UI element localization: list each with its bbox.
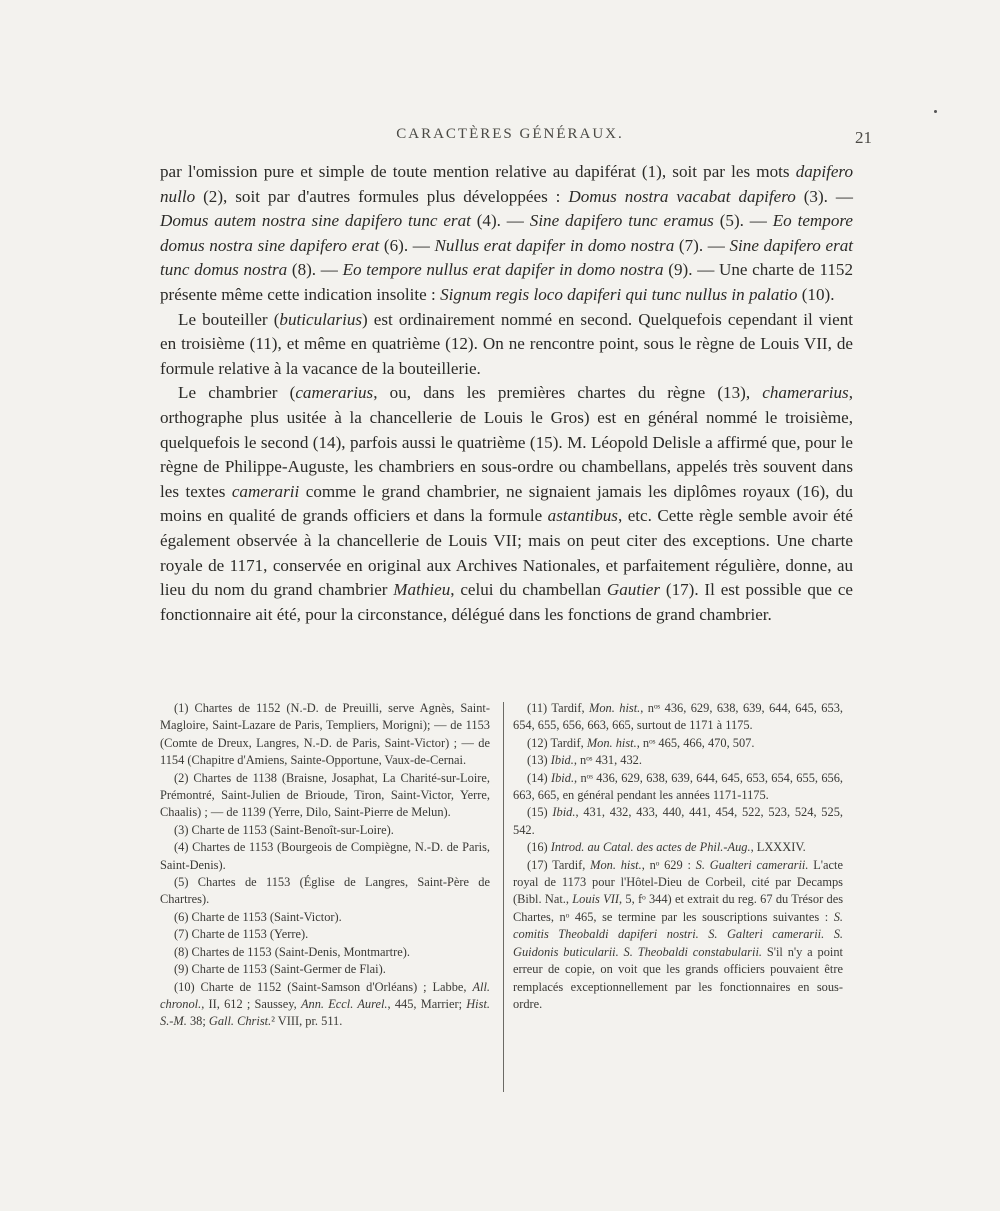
text-run: , celui du chambellan (450, 580, 607, 600)
footnote (513, 839, 843, 856)
text-run: (8) Chartes de 1153 (Saint-Denis, Montmartre). (174, 944, 410, 959)
text-run: (7). — (674, 235, 730, 255)
footnote (513, 735, 843, 752)
footnote (160, 926, 490, 943)
text-run: (17) Tardif, (527, 857, 591, 872)
footnote (513, 804, 843, 839)
text-run: , LXXXIV. (750, 840, 806, 855)
text-run: (6) Charte de 1153 (Saint-Victor). (174, 909, 342, 924)
italic-run: Signum regis loco dapiferi qui tunc nullus in palatio (440, 284, 798, 304)
text-run: (9). — Une charte de 1152 présente même cette indication insolite : (160, 260, 854, 304)
text-run: , nᵒˢ 436, 629, 638, 639, 644, 645, 653, 654, 655, 656, 663, 665, surtout de 1171 à 1175. (513, 701, 843, 733)
text-run: (7) Charte de 1153 (Yerre). (174, 927, 309, 942)
column-divider (503, 702, 504, 1092)
text-run: (4). — (470, 211, 530, 231)
italic-run: Domus nostra vacabat dapifero (568, 186, 796, 206)
text-run: , ou, dans les premières chartes du règne (13), (373, 383, 763, 403)
italic-run: Sine dapifero tunc eramus (529, 211, 714, 231)
text-run: (2), soit par d'autres formules plus développées : (195, 186, 569, 206)
text-run: (9) Charte de 1153 (Saint-Germer de Flai). (174, 962, 386, 977)
italic-run: Hist. S.-M. (160, 996, 490, 1029)
text-run: L'acte royal de 1173 pour l'Hôtel-Dieu de Corbeil, cité par Decamps (Bibl. Nat., (513, 857, 843, 907)
italic-run: camerarius (295, 383, 374, 403)
text-run: (5). — (713, 211, 773, 231)
italic-run: buticularius (279, 309, 363, 329)
italic-run: S. Gualteri camerarii. (695, 857, 809, 872)
text-run: ) est ordinairement nommé en second. Quelquefois cependant il vient en troisième (11), et même en quatrième (12). On ne rencontre point, sous le règne de Louis VII, de formule relative à la vacance de la bouteillerie. (160, 309, 853, 378)
italic-run: Mon. hist. (590, 857, 642, 872)
italic-run: Ibid. (550, 770, 575, 785)
text-run: , nᵒ 629 : (641, 857, 696, 872)
italic-run: Nullus erat dapifer in domo nostra (434, 235, 675, 255)
footnote (513, 770, 843, 805)
italic-run: Introd. au Catal. des actes de Phil.-Aug. (550, 840, 751, 855)
text-run: (10). (797, 284, 835, 304)
text-run: , nᵒˢ 465, 466, 470, 507. (636, 735, 755, 750)
footnote (160, 909, 490, 926)
italic-run: All. chronol. (160, 979, 490, 1011)
text-run: (10) Charte de 1152 (Saint-Samson d'Orléans) ; Labbe, (174, 979, 473, 994)
text-run: (14) (527, 770, 551, 785)
italic-run: camerarii (231, 481, 300, 501)
page-header (160, 122, 872, 150)
paragraph-2 (160, 308, 853, 382)
text-run: , nᵒˢ 436, 629, 638, 639, 644, 645, 653, 654, 655, 656, 663, 665, en général pendant les années 1171-1175. (513, 770, 844, 803)
footnote (160, 700, 490, 770)
paragraph-1 (160, 160, 853, 308)
text-run: ² VIII, pr. 511. (271, 1014, 343, 1029)
text-run: comme le grand chambrier, ne signaient jamais les diplômes royaux (16), du moins en qualité de grands officiers et dans la formule (160, 481, 853, 526)
footnote (160, 839, 490, 874)
text-run: (17). Il est possible que ce fonctionnaire ait été, pour la circonstance, délégué dans les fonctions de grand chambrier. (160, 580, 853, 624)
footnotes-left-column (160, 700, 490, 1031)
italic-run: Sine dapifero erat tunc domus nostra (160, 235, 854, 280)
italic-run: Mathieu (393, 580, 451, 600)
text-run: , 431, 432, 433, 440, 441, 454, 522, 523, 524, 525, 542. (513, 805, 843, 837)
italic-run: Eo tempore domus nostra sine dapifero erat (160, 211, 853, 255)
page-number: 21 (855, 128, 872, 147)
footnote (160, 961, 490, 978)
italic-run: chamerarius (762, 383, 849, 403)
text-run: Le bouteiller ( (178, 309, 280, 329)
italic-run: Gautier (606, 580, 661, 600)
italic-run: Domus autem nostra sine dapifero tunc erat (160, 211, 471, 231)
text-run: (8). — (287, 260, 343, 280)
italic-run: Gall. Christ. (208, 1014, 272, 1029)
italic-run: Ann. Eccl. Aurel. (300, 996, 388, 1011)
paragraph-3 (160, 381, 853, 627)
text-run: (15) (527, 805, 553, 820)
text-run: 38; (186, 1014, 209, 1029)
text-run: (5) Chartes de 1153 (Église de Langres, Saint-Père de Chartres). (160, 875, 490, 907)
running-title: CARACTÈRES GÉNÉRAUX. (396, 126, 624, 142)
text-run: Le chambrier ( (178, 383, 296, 403)
italic-run: Louis VII (572, 892, 619, 907)
footnote (513, 752, 843, 769)
text-run: (16) (527, 840, 551, 855)
text-run: S'il n'y a point erreur de copie, on voit que les grands officiers pouvaient être remplacés exceptionnellement par les fonctionnaires en sous-ordre. (513, 944, 843, 1011)
footnote (160, 944, 490, 961)
italic-run: Ibid. (550, 753, 574, 768)
footnotes (160, 700, 853, 1100)
text-run: (2) Chartes de 1138 (Braisne, Josaphat, La Charité-sur-Loire, Prémontré, Saint-Julien de Brioude, Tiron, Saint-Victor, Yerre, Chaalis) ; — de 1139 (Yerre, Dilo, Saint-Pierre de Melun). (160, 770, 490, 820)
text-run: , 445, Marrier; (387, 996, 467, 1011)
footnote (160, 979, 490, 1031)
footnote (160, 822, 490, 839)
body-text (160, 160, 853, 627)
text-run: (13) (527, 753, 551, 768)
italic-run: Mon. hist. (586, 735, 637, 750)
text-run: (11) Tardif, (527, 701, 590, 715)
text-run: (12) Tardif, (527, 735, 587, 750)
footnote (160, 874, 490, 909)
footnote (160, 770, 490, 822)
text-run: (4) Chartes de 1153 (Bourgeois de Compiègne, N.-D. de Paris, Saint-Denis). (160, 840, 490, 872)
text-run: (3). — (795, 186, 853, 206)
footnote (513, 700, 843, 735)
italic-run: Ibid. (552, 805, 576, 820)
text-run: , nᵒˢ 431, 432. (573, 753, 642, 768)
text-run: , orthographe plus usitée à la chancellerie de Louis le Gros) est en général nommé le troisième, quelquefois le second (14), parfois aussi le quatrième (15). M. Léopold Delisle a affirmé que, pour le règne de Philippe-Auguste, les chambriers en sous-ordre ou chambellans, appelés très souvent dans les textes (160, 383, 853, 501)
footnotes-right-column (513, 700, 843, 1013)
italic-run: astantibus (547, 506, 618, 526)
italic-run: dapifero nullo (160, 162, 853, 206)
text-run: (1) Chartes de 1152 (N.-D. de Preuilli, serve Agnès, Saint-Magloire, Saint-Lazare de Paris, Templiers, Morigni); — de 1153 (Comte de Dreux, Langres, N.-D. de Paris, Saint-Victor) ; — de 1154 (Chapitre d'Amiens, Sainte-Opportune, Vaux-de-Cernai. (160, 701, 490, 768)
italic-run: Eo tempore nullus erat dapifer in domo nostra (342, 260, 664, 280)
text-run: par l'omission pure et simple de toute mention relative au dapiférat (1), soit par les mots (160, 162, 796, 181)
text-run: , etc. Cette règle semble avoir été également observée à la chancellerie de Louis VII; mais on peut citer des exceptions. Une charte royale de 1171, conservée en original aux Archives Nationales, et parfaitement régulière, donne, au lieu du nom du grand chambrier (160, 506, 853, 600)
text-run: , 5, fᵒ 344) et extrait du reg. 67 du Trésor des Chartes, nᵒ 465, se termine par les souscriptions suivantes : (513, 892, 844, 924)
footnote (513, 857, 843, 1014)
italic-run: S. comitis Theobaldi dapiferi nostri. S. Galteri camerarii. S. Guidonis buticularii. S. Theobaldi constabularii. (513, 909, 843, 959)
text-run: (3) Charte de 1153 (Saint-Benoît-sur-Loire). (174, 822, 394, 837)
text-run: , II, 612 ; Saussey, (201, 996, 301, 1011)
speck (934, 110, 937, 113)
italic-run: Mon. hist. (589, 701, 641, 715)
text-run: (6). — (379, 235, 435, 255)
